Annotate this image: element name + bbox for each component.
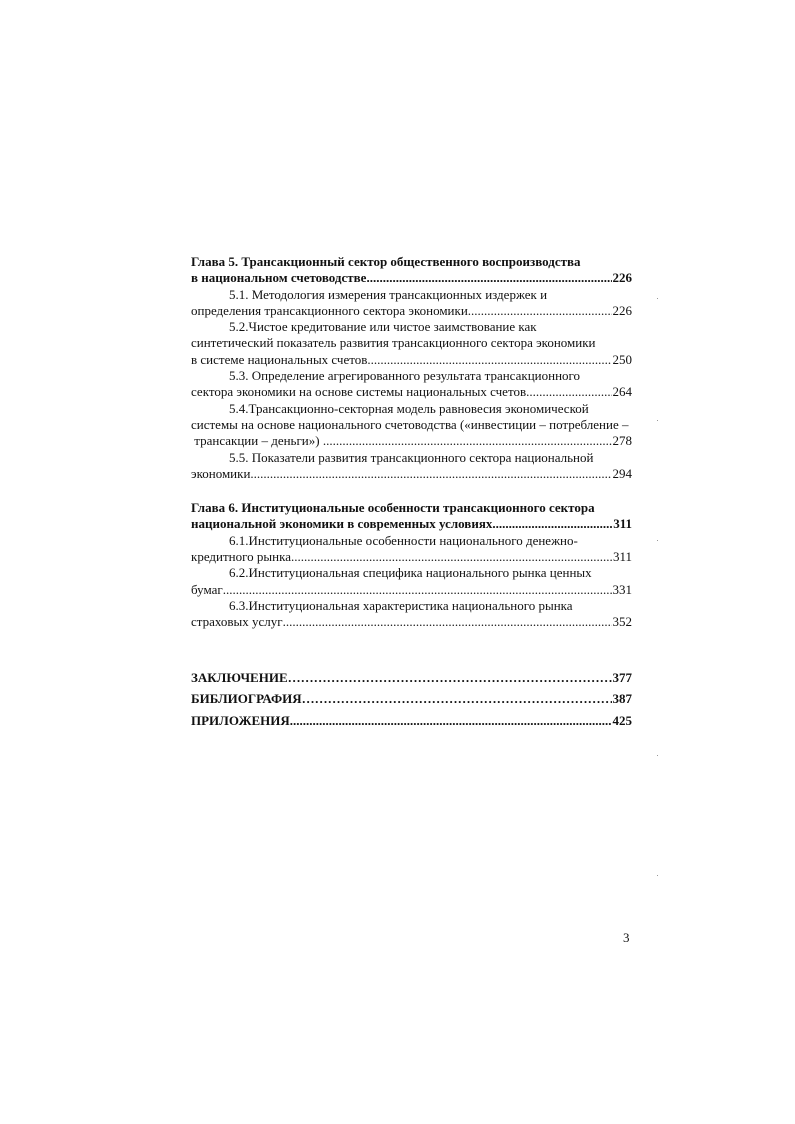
page-ref: 311 <box>612 549 632 565</box>
page-ref: 294 <box>612 465 632 481</box>
section-5-5-line-1: 5.5. Показатели развития трансакционного сектора национальной <box>229 449 594 465</box>
page-ref: 226 <box>612 302 632 318</box>
leader-dots <box>291 549 612 565</box>
leader-dots <box>290 710 612 732</box>
page-ref: 311 <box>613 516 632 532</box>
chapter-5-title-line-1: Глава 5. Трансакционный сектор общественного воспроизводства <box>191 254 581 269</box>
section-5-1-last: определения трансакционного сектора экономики ..... 226 <box>191 303 632 319</box>
scan-speck <box>657 420 658 421</box>
leader-dots <box>223 582 612 598</box>
section-5-3-last: сектора экономики на основе системы национальных счетов ..... 264 <box>191 384 632 400</box>
chapter-5-title-line-2: в национальном счетоводстве ..... 226 <box>191 270 632 286</box>
final-entries <box>191 667 632 732</box>
leader-dots <box>288 667 612 689</box>
bibliography-entry: БИБЛИОГРАФИЯ …………………………………………………………………………………………………………………………………………… 387 <box>191 688 632 710</box>
leader-dots <box>367 352 611 368</box>
conclusion-entry: ЗАКЛЮЧЕНИЕ …………………………………………………………………………………………………………………………………………… 377 <box>191 667 632 689</box>
section-5-2-line-2: синтетический показатель развития трансакционного сектора экономики <box>191 335 596 351</box>
page-ref: 352 <box>612 614 632 630</box>
section-6-1-last: кредитного рынка ..... 311 <box>191 549 632 565</box>
section-5-2-last: в системе национальных счетов ..... 250 <box>191 352 632 368</box>
section-6-2-last: бумаг ..... 331 <box>191 582 632 598</box>
table-of-contents <box>191 254 632 731</box>
page-ref: 226 <box>612 270 632 286</box>
page-ref: 278 <box>612 433 632 449</box>
page-ref: 331 <box>612 581 632 597</box>
scan-speck <box>657 875 658 876</box>
page-ref: 387 <box>612 691 632 707</box>
section-5-3-line-1: 5.3. Определение агрегированного результата трансакционного <box>229 368 581 384</box>
section-6-1-line-1: 6.1.Институциональные особенности национального денежно- <box>229 532 578 548</box>
leader-dots <box>323 433 612 449</box>
leader-dots <box>468 303 612 319</box>
leader-dots <box>302 688 612 710</box>
section-6-3-line-1: 6.3.Институциональная характеристика национального рынка <box>229 597 573 613</box>
scan-speck <box>657 540 658 541</box>
page-ref: 425 <box>612 712 632 728</box>
spacer <box>191 631 632 667</box>
chapter-6-title-line-2: национальной экономики в современных условиях ..... 311 <box>191 516 632 532</box>
leader-dots <box>526 384 611 400</box>
section-5-4-line-1: 5.4.Трансакционно-секторная модель равновесия экономической <box>229 400 589 416</box>
section-6-3-last: страховых услуг ..... 352 <box>191 614 632 630</box>
scan-speck <box>657 298 658 299</box>
section-5-4-line-2: системы на основе национального счетоводства («инвестиции – потребление – <box>191 416 629 432</box>
section-5-2-line-1: 5.2.Чистое кредитование или чистое заимствование как <box>229 319 537 335</box>
leader-dots <box>250 466 611 482</box>
scan-speck <box>657 755 658 756</box>
appendices-entry: ПРИЛОЖЕНИЯ ..... 425 <box>191 710 632 732</box>
section-5-1-line-1: 5.1. Методология измерения трансакционных издержек и <box>229 286 548 302</box>
page-ref: 377 <box>612 669 632 685</box>
section-5-5-last: экономики ..... 294 <box>191 466 632 482</box>
section-6-2-line-1: 6.2.Институциональная специфика национального рынка ценных <box>229 565 592 581</box>
leader-dots <box>492 516 612 532</box>
section-5-4-last: трансакции – деньги») ..... 278 <box>191 433 632 449</box>
leader-dots <box>283 614 612 630</box>
chapter-6-title-line-1: Глава 6. Институциональные особенности трансакционного сектора <box>191 500 595 516</box>
page-number: 3 <box>623 930 630 945</box>
page-ref: 264 <box>612 384 632 400</box>
spacer <box>191 482 632 500</box>
leader-dots <box>366 270 611 286</box>
page-ref: 250 <box>612 351 632 367</box>
